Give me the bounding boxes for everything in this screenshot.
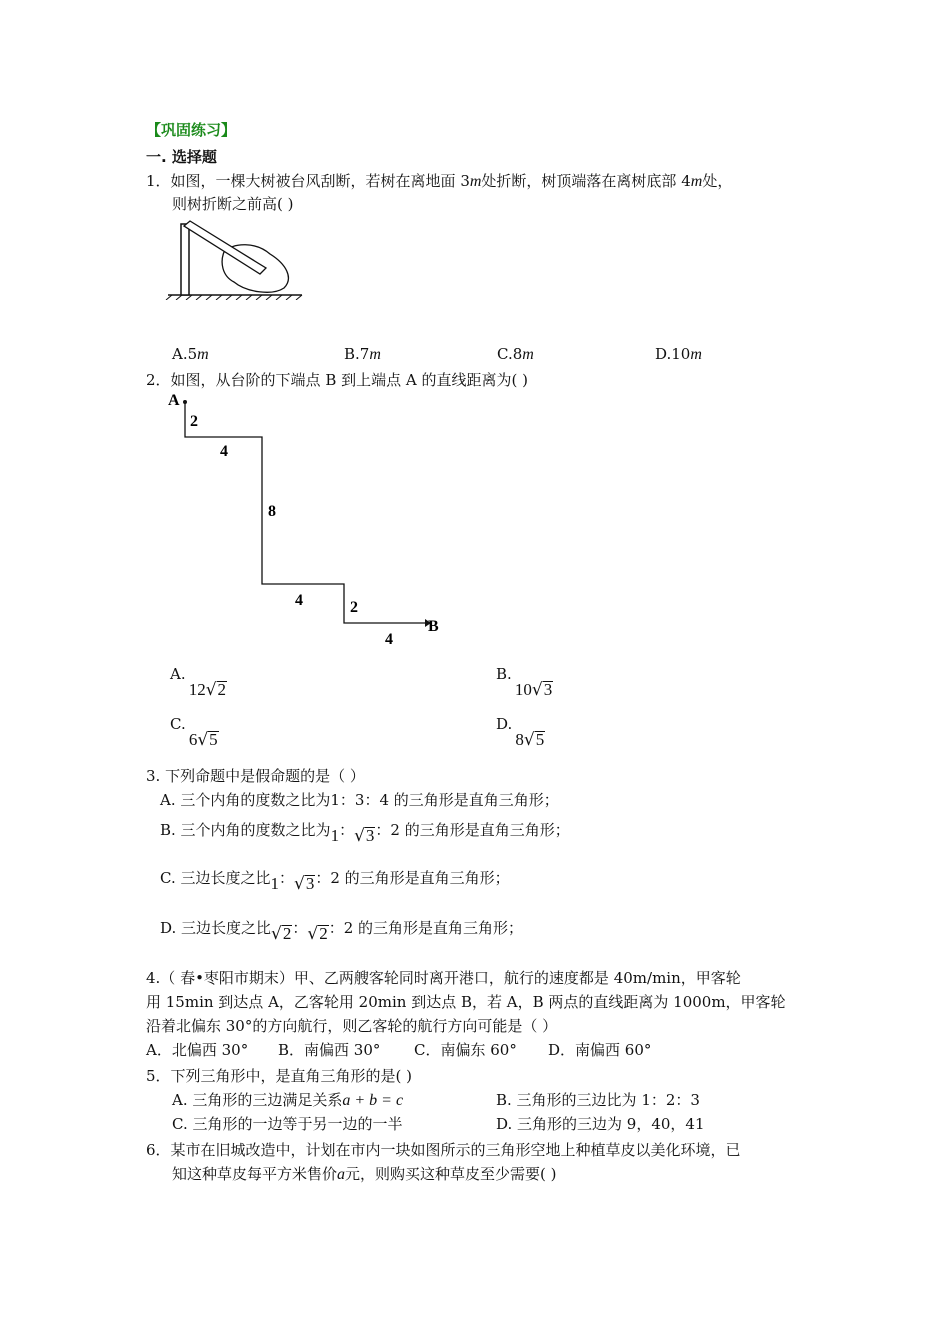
q1-stem-line2: 则树折断之前高( ) [172, 195, 294, 213]
q1-option-d[interactable]: D.10m [655, 345, 702, 363]
q2-option-c[interactable]: C. 6√5 [170, 715, 218, 750]
q5-option-c[interactable]: C. 三角形的一边等于另一边的一半 [172, 1115, 403, 1133]
step-label-4-top: 4 [220, 443, 228, 460]
q2-option-a[interactable]: A. 12√2 [170, 665, 227, 700]
step-label-2-bottom: 2 [350, 599, 358, 616]
point-a-label: A [168, 392, 180, 409]
q4-line3: 沿着北偏东 30°的方向航行，则乙客轮的航行方向可能是（ ） [146, 1017, 558, 1035]
q5-option-b[interactable]: B. 三角形的三边比为 1：2：3 [496, 1091, 700, 1109]
q4-option-d[interactable]: D．南偏西 60° [548, 1041, 652, 1059]
q3-stem: 3. 下列命题中是假命题的是（ ） [146, 767, 365, 785]
q3-option-c[interactable]: C. 三边长度之比1：√3：2 的三角形是直角三角形； [160, 869, 510, 894]
q3-option-d[interactable]: D. 三边长度之比√2：√2：2 的三角形是直角三角形； [160, 919, 524, 944]
q1-option-c[interactable]: C.8m [497, 345, 534, 363]
step-label-2-top: 2 [190, 413, 198, 430]
q1-stem-line1: 1．如图，一棵大树被台风刮断，若树在离地面 3m处折断，树顶端落在离树底部 4m处， [146, 172, 733, 190]
step-label-4-mid: 4 [295, 592, 303, 609]
point-b-label: B [428, 618, 439, 635]
q3-option-a[interactable]: A. 三个内角的度数之比为1：3：4 的三角形是直角三角形； [160, 791, 559, 809]
step-label-8: 8 [268, 503, 276, 520]
q1-tree-figure [160, 218, 320, 300]
q2-stem: 2．如图，从台阶的下端点 B 到上端点 A 的直线距离为( ) [146, 371, 528, 389]
q2-option-b[interactable]: B. 10√3 [496, 665, 553, 700]
q1-option-b[interactable]: B.7m [344, 345, 381, 363]
q4-option-c[interactable]: C．南偏东 60° [414, 1041, 517, 1059]
q3-option-b[interactable]: B. 三个内角的度数之比为1：√3：2 的三角形是直角三角形； [160, 821, 570, 846]
q1-option-a[interactable]: A.5m [172, 345, 209, 363]
q6-line2: 知这种草皮每平方米售价a元，则购买这种草皮至少需要( ) [172, 1165, 557, 1183]
q4-line1: 4.（ 春•枣阳市期末）甲、乙两艘客轮同时离开港口，航行的速度都是 40m/min，甲客轮 [146, 969, 741, 987]
q6-line1: 6．某市在旧城改造中，计划在市内一块如图所示的三角形空地上种植草皮以美化环境，已 [146, 1141, 741, 1159]
q5-option-a[interactable]: A. 三角形的三边满足关系a + b = c [172, 1091, 404, 1109]
q4-line2: 用 15min 到达点 A，乙客轮用 20min 到达点 B，若 A，B 两点的直线距离为 1000m，甲客轮 [146, 993, 786, 1011]
part-title: 一. 选择题 [146, 148, 217, 166]
q2-option-d[interactable]: D. 8√5 [496, 715, 545, 750]
q5-stem: 5．下列三角形中，是直角三角形的是( ) [146, 1067, 413, 1085]
q2-stairs-figure [160, 388, 450, 650]
q4-option-a[interactable]: A．北偏西 30° [146, 1041, 249, 1059]
q5-option-d[interactable]: D. 三角形的三边为 9，40，41 [496, 1115, 705, 1133]
section-title: 【巩固练习】 [146, 121, 237, 139]
q4-option-b[interactable]: B．南偏西 30° [278, 1041, 381, 1059]
step-label-4-bottom: 4 [385, 631, 393, 648]
